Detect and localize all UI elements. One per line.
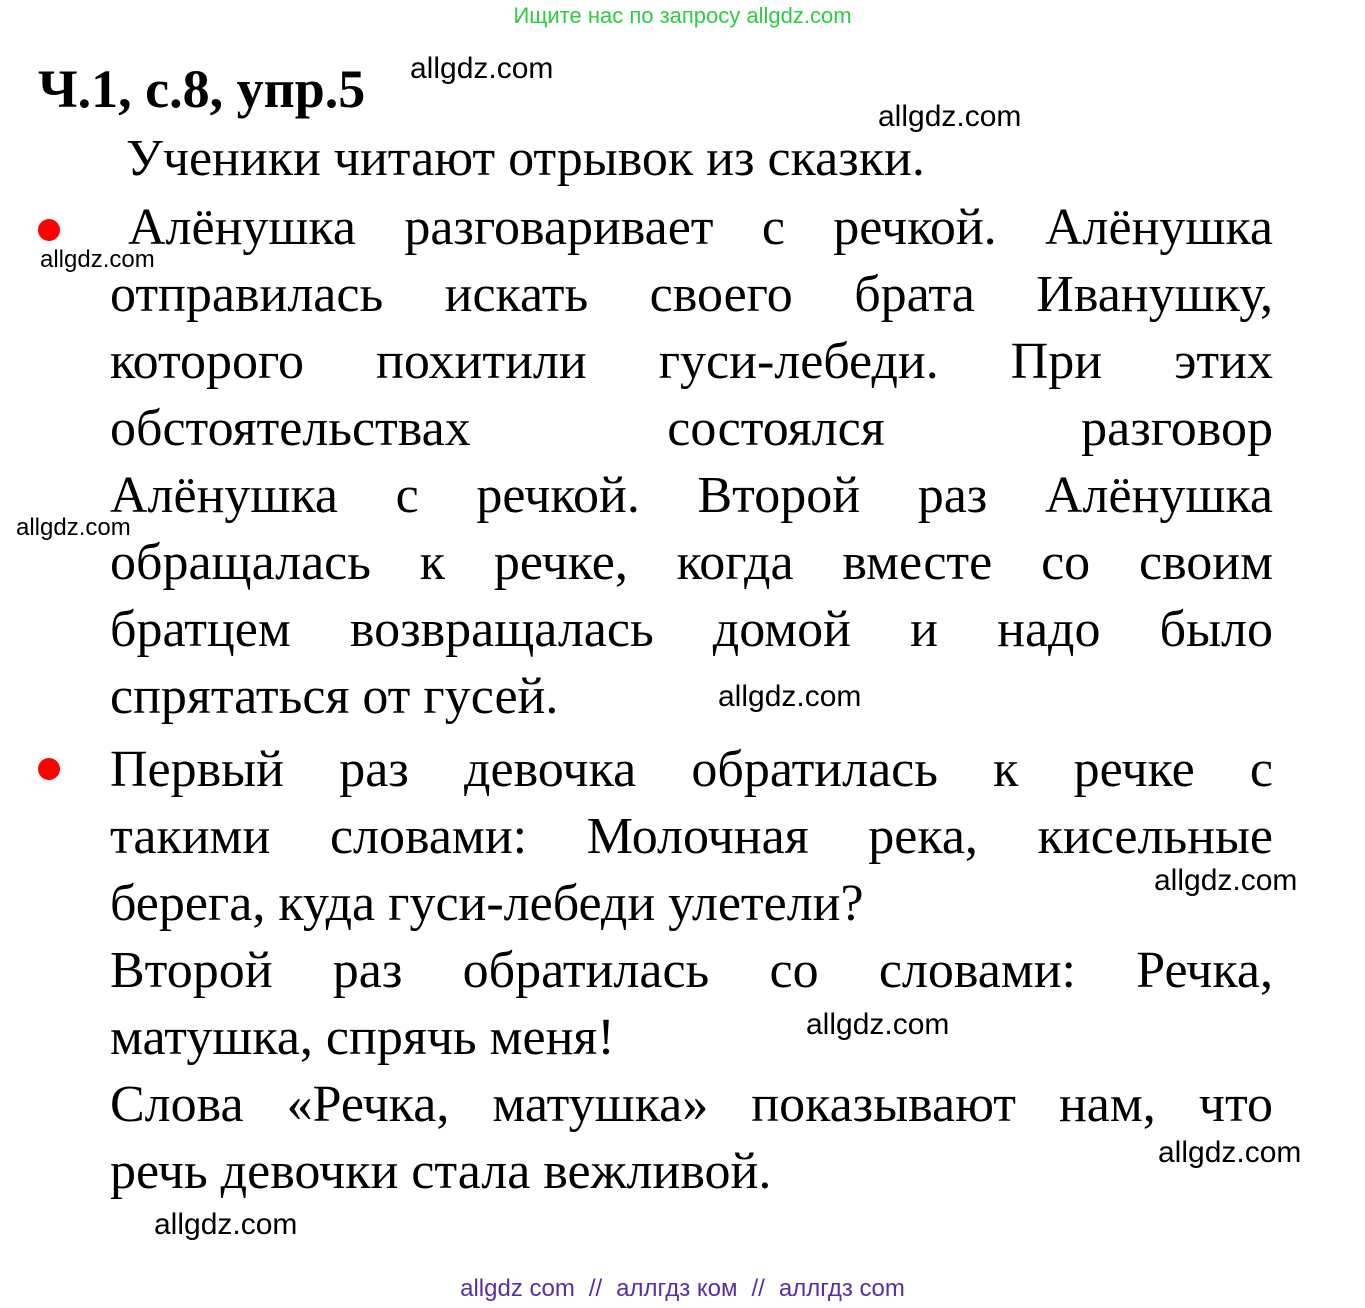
paragraph-line: отправилась искать своего брата Иванушку, bbox=[110, 266, 1273, 323]
watermark: allgdz.com bbox=[878, 100, 1022, 133]
answer-paragraph-2 bbox=[110, 736, 1273, 1205]
paragraph-line: матушка, спрячь меня! bbox=[110, 1009, 615, 1066]
answer-paragraph-1 bbox=[110, 194, 1273, 730]
footer-link[interactable]: аллгдз com bbox=[778, 1275, 905, 1302]
paragraph-line: братцем возвращалась домой и надо было bbox=[110, 601, 1273, 658]
bullet-dot-icon bbox=[38, 758, 60, 780]
footer-link[interactable]: аллгдз ком bbox=[616, 1275, 738, 1302]
watermark: allgdz.com bbox=[40, 246, 155, 273]
footer-separator: // bbox=[751, 1275, 765, 1302]
paragraph-line: Алёнушка разговаривает с речкой. Алёнушка bbox=[128, 199, 1273, 256]
paragraph-line: Слова «Речка, матушка» показывают нам, что bbox=[110, 1076, 1273, 1133]
paragraph-line: Второй раз обратилась со словами: Речка, bbox=[110, 942, 1273, 999]
intro-text: Ученики читают отрывок из сказки. bbox=[126, 130, 925, 187]
top-banner: Ищите нас по запросу allgdz.com bbox=[513, 3, 852, 28]
watermark: allgdz.com bbox=[1154, 864, 1298, 897]
paragraph-line: обстоятельствах состоялся разговор bbox=[110, 400, 1273, 457]
paragraph-line: Первый раз девочка обратилась к речке с bbox=[110, 741, 1273, 798]
watermark: allgdz.com bbox=[806, 1008, 950, 1041]
watermark: allgdz.com bbox=[154, 1208, 298, 1241]
paragraph-line: берега, куда гуси-лебеди улетели? bbox=[110, 875, 864, 932]
paragraph-line: Алёнушка с речкой. Второй раз Алёнушка bbox=[110, 467, 1273, 524]
bullet-dot-icon bbox=[38, 219, 60, 241]
paragraph-line: спрятаться от гусей. bbox=[110, 668, 559, 725]
footer bbox=[0, 1274, 1365, 1304]
paragraph-line: такими словами: Молочная река, кисельные bbox=[110, 808, 1273, 865]
page-title: Ч.1, с.8, упр.5 bbox=[38, 59, 366, 119]
watermark: allgdz.com bbox=[718, 680, 862, 713]
paragraph-line: обращалась к речке, когда вместе со своим bbox=[110, 534, 1273, 591]
footer-separator: // bbox=[588, 1275, 603, 1302]
footer-link[interactable]: allgdz com bbox=[460, 1275, 575, 1302]
paragraph-line: которого похитили гуси-лебеди. При этих bbox=[110, 333, 1273, 390]
watermark: allgdz.com bbox=[410, 52, 554, 85]
paragraph-line: речь девочки стала вежливой. bbox=[110, 1143, 772, 1200]
watermark: allgdz.com bbox=[16, 514, 131, 541]
watermark: allgdz.com bbox=[1158, 1136, 1302, 1169]
